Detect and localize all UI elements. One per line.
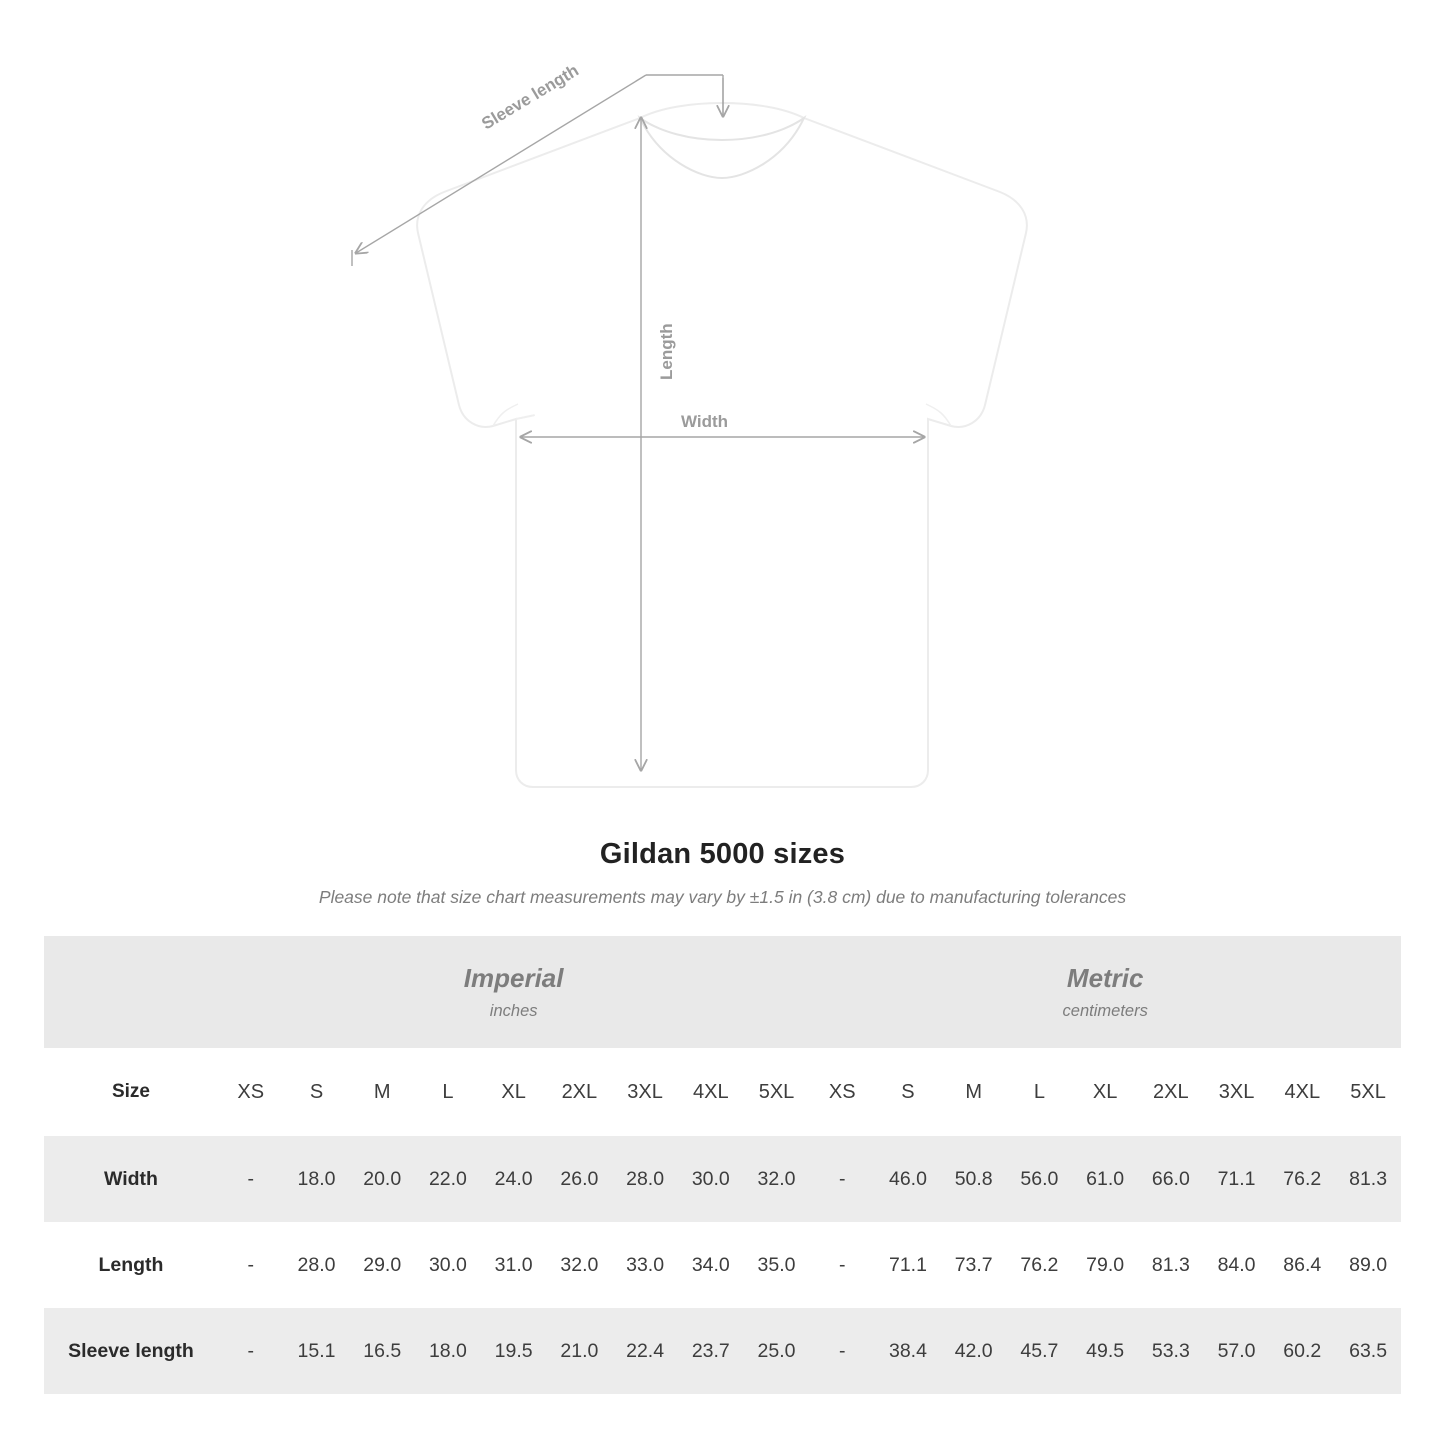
cell-sleeve-metric-4xl: 60.2 — [1269, 1308, 1335, 1394]
cell-length-imperial-xl: 31.0 — [481, 1222, 547, 1308]
cell-sleeve-imperial-s: 15.1 — [284, 1308, 350, 1394]
cell-length-imperial-s: 28.0 — [284, 1222, 350, 1308]
row-label-width: Width — [44, 1136, 218, 1222]
cell-length-imperial-4xl: 34.0 — [678, 1222, 744, 1308]
size-header-metric-2xl: 2XL — [1138, 1048, 1204, 1136]
size-header-label: Size — [44, 1048, 218, 1136]
size-header-metric-4xl: 4XL — [1269, 1048, 1335, 1136]
chart-header — [0, 838, 1445, 908]
cell-sleeve-imperial-4xl: 23.7 — [678, 1308, 744, 1394]
metric-name: Metric — [1066, 962, 1144, 993]
cell-width-imperial-s: 18.0 — [284, 1136, 350, 1222]
cell-length-imperial-5xl: 35.0 — [744, 1222, 810, 1308]
cell-sleeve-imperial-xs: - — [218, 1308, 284, 1394]
cell-width-imperial-xl: 24.0 — [481, 1136, 547, 1222]
cell-width-metric-2xl: 66.0 — [1138, 1136, 1204, 1222]
cell-length-imperial-m: 29.0 — [349, 1222, 415, 1308]
cell-length-metric-5xl: 89.0 — [1335, 1222, 1401, 1308]
cell-sleeve-metric-xs: - — [809, 1308, 875, 1394]
size-header-metric-xl: XL — [1072, 1048, 1138, 1136]
cell-sleeve-metric-m: 42.0 — [941, 1308, 1007, 1394]
cell-width-imperial-2xl: 26.0 — [547, 1136, 613, 1222]
cell-sleeve-imperial-3xl: 22.4 — [612, 1308, 678, 1394]
cell-width-metric-5xl: 81.3 — [1335, 1136, 1401, 1222]
cell-length-imperial-2xl: 32.0 — [547, 1222, 613, 1308]
cell-length-metric-l: 76.2 — [1007, 1222, 1073, 1308]
imperial-name: Imperial — [463, 962, 564, 993]
tshirt-shape — [417, 103, 1027, 787]
cell-width-metric-4xl: 76.2 — [1269, 1136, 1335, 1222]
cell-sleeve-metric-5xl: 63.5 — [1335, 1308, 1401, 1394]
cell-width-imperial-3xl: 28.0 — [612, 1136, 678, 1222]
cell-sleeve-imperial-m: 16.5 — [349, 1308, 415, 1394]
cell-length-metric-s: 71.1 — [875, 1222, 941, 1308]
cell-width-imperial-m: 20.0 — [349, 1136, 415, 1222]
tolerance-note: Please note that size chart measurements may vary by ±1.5 in (3.8 cm) due to manufacturing tolerances — [318, 887, 1127, 907]
table-row — [44, 1308, 1401, 1394]
size-header-imperial-3xl: 3XL — [612, 1048, 678, 1136]
metric-unit: centimeters — [1062, 1002, 1148, 1021]
page-title: Gildan 5000 sizes — [599, 838, 846, 870]
width-label: Width — [681, 412, 729, 431]
cell-length-imperial-l: 30.0 — [415, 1222, 481, 1308]
size-header-metric-s: S — [875, 1048, 941, 1136]
size-header-imperial-5xl: 5XL — [744, 1048, 810, 1136]
cell-sleeve-metric-xl: 49.5 — [1072, 1308, 1138, 1394]
size-header-imperial-l: L — [415, 1048, 481, 1136]
cell-sleeve-imperial-xl: 19.5 — [481, 1308, 547, 1394]
cell-width-imperial-l: 22.0 — [415, 1136, 481, 1222]
size-table-container — [0, 936, 1445, 1394]
size-header-imperial-2xl: 2XL — [547, 1048, 613, 1136]
cell-sleeve-imperial-5xl: 25.0 — [744, 1308, 810, 1394]
cell-width-metric-3xl: 71.1 — [1204, 1136, 1270, 1222]
unit-system-row — [44, 936, 1401, 1048]
cell-sleeve-metric-s: 38.4 — [875, 1308, 941, 1394]
cell-length-metric-2xl: 81.3 — [1138, 1222, 1204, 1308]
cell-width-imperial-xs: - — [218, 1136, 284, 1222]
cell-length-metric-3xl: 84.0 — [1204, 1222, 1270, 1308]
cell-sleeve-metric-2xl: 53.3 — [1138, 1308, 1204, 1394]
cell-length-metric-xs: - — [809, 1222, 875, 1308]
size-header-imperial-xl: XL — [481, 1048, 547, 1136]
cell-width-metric-xl: 61.0 — [1072, 1136, 1138, 1222]
imperial-unit: inches — [489, 1002, 538, 1021]
table-row — [44, 1136, 1401, 1222]
cell-width-metric-s: 46.0 — [875, 1136, 941, 1222]
size-header-metric-l: L — [1007, 1048, 1073, 1136]
size-header-imperial-m: M — [349, 1048, 415, 1136]
size-header-row — [44, 1048, 1401, 1136]
size-header-metric-5xl: 5XL — [1335, 1048, 1401, 1136]
unit-system-spacer — [44, 936, 218, 1048]
row-label-length: Length — [44, 1222, 218, 1308]
size-header-imperial-4xl: 4XL — [678, 1048, 744, 1136]
cell-sleeve-metric-l: 45.7 — [1007, 1308, 1073, 1394]
cell-sleeve-imperial-2xl: 21.0 — [547, 1308, 613, 1394]
cell-sleeve-imperial-l: 18.0 — [415, 1308, 481, 1394]
cell-length-metric-m: 73.7 — [941, 1222, 1007, 1308]
unit-system-imperial — [218, 936, 809, 1048]
table-row — [44, 1222, 1401, 1308]
cell-width-imperial-4xl: 30.0 — [678, 1136, 744, 1222]
cell-width-metric-m: 50.8 — [941, 1136, 1007, 1222]
cell-width-metric-xs: - — [809, 1136, 875, 1222]
unit-system-metric — [809, 936, 1401, 1048]
size-header-imperial-xs: XS — [218, 1048, 284, 1136]
cell-sleeve-metric-3xl: 57.0 — [1204, 1308, 1270, 1394]
sleeve-length-label: Sleeve length — [478, 60, 583, 134]
size-table — [44, 936, 1401, 1394]
row-label-sleeve-length: Sleeve length — [44, 1308, 218, 1394]
cell-length-imperial-3xl: 33.0 — [612, 1222, 678, 1308]
size-header-imperial-s: S — [284, 1048, 350, 1136]
cell-width-imperial-5xl: 32.0 — [744, 1136, 810, 1222]
size-header-metric-m: M — [941, 1048, 1007, 1136]
size-header-metric-xs: XS — [809, 1048, 875, 1136]
cell-width-metric-l: 56.0 — [1007, 1136, 1073, 1222]
cell-length-metric-4xl: 86.4 — [1269, 1222, 1335, 1308]
cell-length-imperial-xs: - — [218, 1222, 284, 1308]
length-label: Length — [657, 323, 676, 380]
size-header-metric-3xl: 3XL — [1204, 1048, 1270, 1136]
cell-length-metric-xl: 79.0 — [1072, 1222, 1138, 1308]
